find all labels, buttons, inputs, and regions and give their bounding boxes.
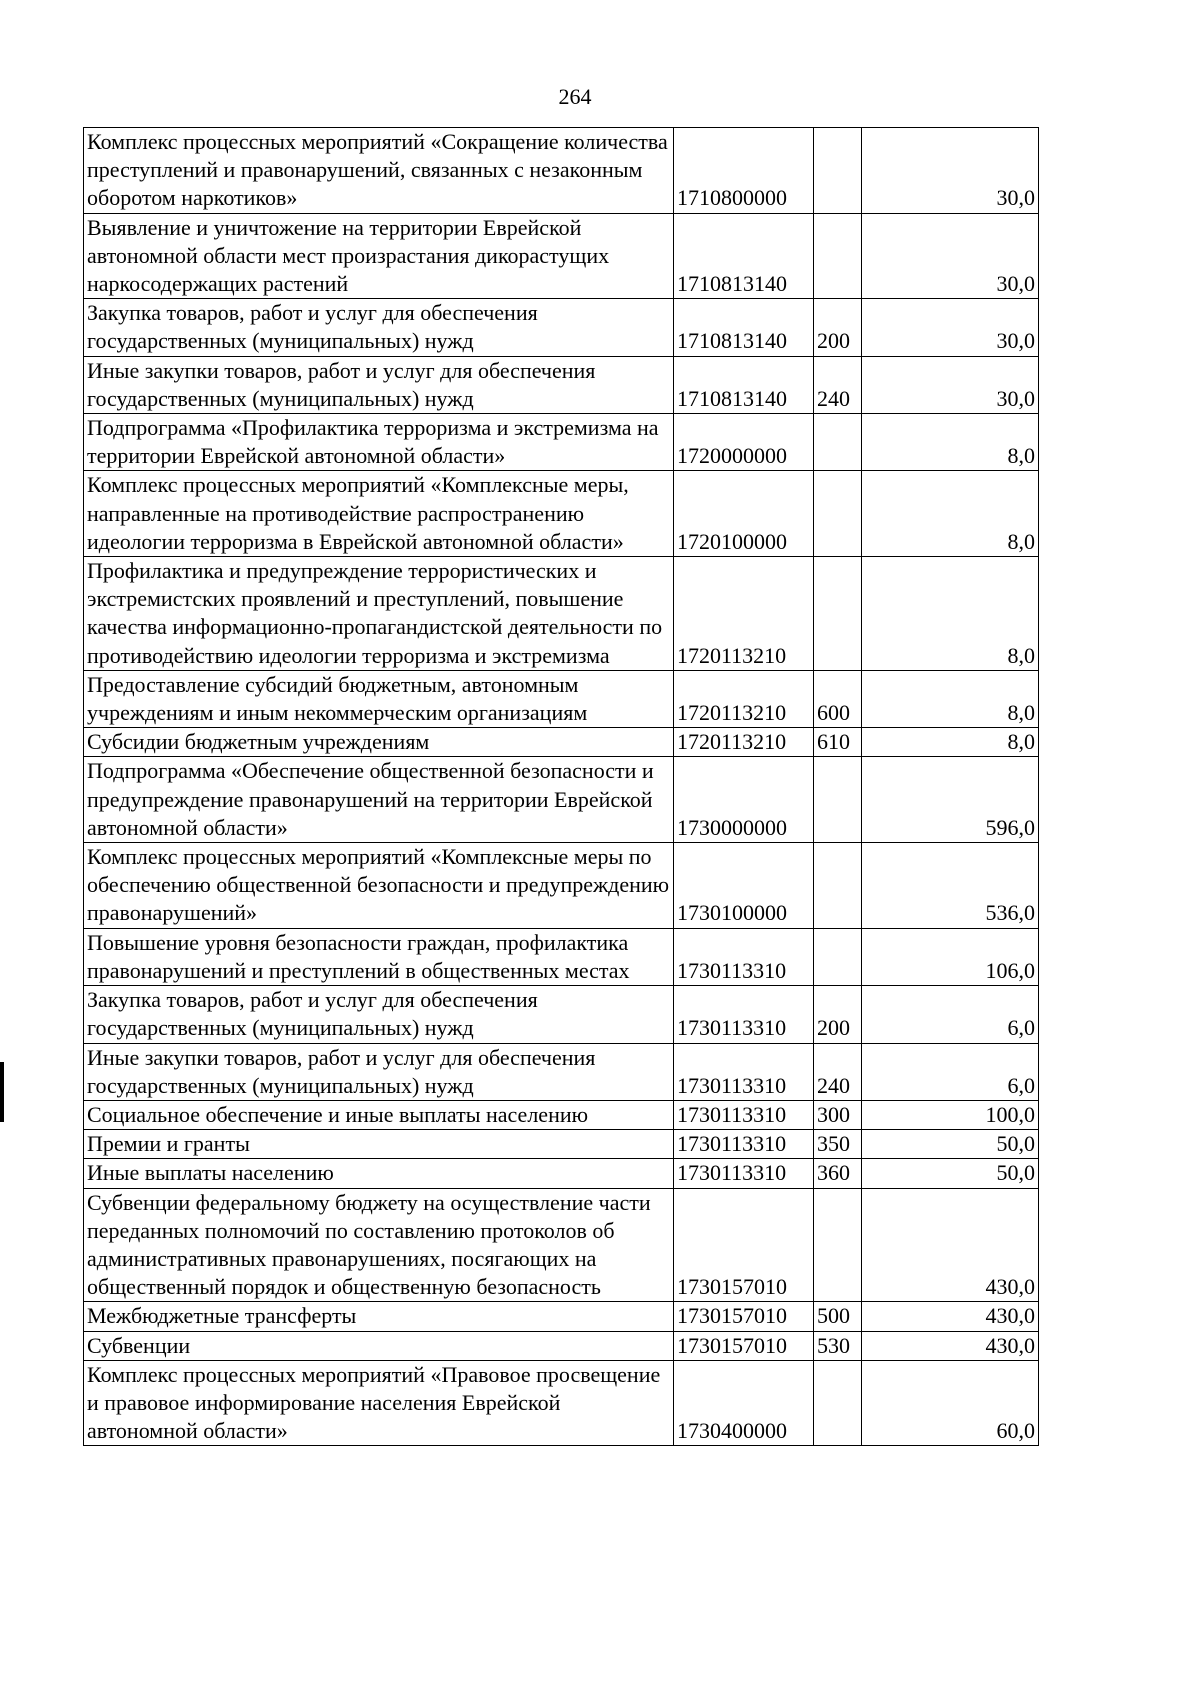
row-sum-cell: 30,0 bbox=[862, 213, 1039, 299]
table-row bbox=[84, 670, 1039, 727]
row-name-cell: Межбюджетные трансферты bbox=[84, 1302, 674, 1331]
row-name-cell: Закупка товаров, работ и услуг для обеспечения государственных (муниципальных) нужд bbox=[84, 986, 674, 1043]
row-type-cell: 350 bbox=[814, 1130, 862, 1159]
row-sum-cell: 106,0 bbox=[862, 928, 1039, 985]
table-row bbox=[84, 928, 1039, 985]
row-type-cell: 300 bbox=[814, 1100, 862, 1129]
row-type-cell bbox=[814, 843, 862, 929]
table-row bbox=[84, 1043, 1039, 1100]
row-type-cell bbox=[814, 928, 862, 985]
row-code-cell: 1710800000 bbox=[674, 128, 814, 214]
row-name-cell: Закупка товаров, работ и услуг для обеспечения государственных (муниципальных) нужд bbox=[84, 299, 674, 356]
table-row bbox=[84, 728, 1039, 757]
row-name-cell: Профилактика и предупреждение террористических и экстремистских проявлений и преступлений, повышение качества информационно-пропагандистской деятельности по противодействию идеологии терроризма и экстремизма bbox=[84, 557, 674, 671]
row-code-cell: 1730113310 bbox=[674, 928, 814, 985]
row-name-cell: Премии и гранты bbox=[84, 1130, 674, 1159]
table-row bbox=[84, 356, 1039, 413]
row-name-cell: Иные закупки товаров, работ и услуг для обеспечения государственных (муниципальных) нужд bbox=[84, 1043, 674, 1100]
row-sum-cell: 30,0 bbox=[862, 128, 1039, 214]
row-name-cell: Повышение уровня безопасности граждан, профилактика правонарушений и преступлений в общественных местах bbox=[84, 928, 674, 985]
row-code-cell: 1730157010 bbox=[674, 1331, 814, 1360]
row-sum-cell: 596,0 bbox=[862, 757, 1039, 843]
row-type-cell: 600 bbox=[814, 670, 862, 727]
table-row bbox=[84, 843, 1039, 929]
row-type-cell: 200 bbox=[814, 299, 862, 356]
budget-table bbox=[83, 127, 1039, 1446]
row-code-cell: 1720113210 bbox=[674, 670, 814, 727]
table-row bbox=[84, 1130, 1039, 1159]
row-code-cell: 1720113210 bbox=[674, 557, 814, 671]
table-row bbox=[84, 1331, 1039, 1360]
row-type-cell: 240 bbox=[814, 356, 862, 413]
row-code-cell: 1720100000 bbox=[674, 471, 814, 557]
row-code-cell: 1720113210 bbox=[674, 728, 814, 757]
row-code-cell: 1730113310 bbox=[674, 1043, 814, 1100]
row-name-cell: Выявление и уничтожение на территории Еврейской автономной области мест произрастания дикорастущих наркосодержащих растений bbox=[84, 213, 674, 299]
row-sum-cell: 8,0 bbox=[862, 670, 1039, 727]
row-type-cell: 240 bbox=[814, 1043, 862, 1100]
row-code-cell: 1730113310 bbox=[674, 986, 814, 1043]
row-code-cell: 1730113310 bbox=[674, 1159, 814, 1188]
row-sum-cell: 430,0 bbox=[862, 1302, 1039, 1331]
row-type-cell bbox=[814, 471, 862, 557]
row-sum-cell: 6,0 bbox=[862, 986, 1039, 1043]
table-row bbox=[84, 299, 1039, 356]
row-code-cell: 1710813140 bbox=[674, 213, 814, 299]
row-code-cell: 1730400000 bbox=[674, 1360, 814, 1446]
row-type-cell: 610 bbox=[814, 728, 862, 757]
table-row bbox=[84, 213, 1039, 299]
table-row bbox=[84, 471, 1039, 557]
row-name-cell: Комплекс процессных мероприятий «Сокращение количества преступлений и правонарушений, связанных с незаконным оборотом наркотиков» bbox=[84, 128, 674, 214]
row-code-cell: 1730100000 bbox=[674, 843, 814, 929]
row-sum-cell: 430,0 bbox=[862, 1331, 1039, 1360]
row-type-cell: 200 bbox=[814, 986, 862, 1043]
row-code-cell: 1710813140 bbox=[674, 299, 814, 356]
row-type-cell bbox=[814, 414, 862, 471]
row-type-cell: 530 bbox=[814, 1331, 862, 1360]
row-sum-cell: 8,0 bbox=[862, 728, 1039, 757]
row-sum-cell: 8,0 bbox=[862, 471, 1039, 557]
row-code-cell: 1710813140 bbox=[674, 356, 814, 413]
row-name-cell: Субвенции федеральному бюджету на осуществление части переданных полномочий по составлению протоколов об административных правонарушениях, посягающих на общественный порядок и общественную безопасность bbox=[84, 1188, 674, 1302]
table-row bbox=[84, 1100, 1039, 1129]
row-name-cell: Комплекс процессных мероприятий «Комплексные меры по обеспечению общественной безопасности и предупреждению правонарушений» bbox=[84, 843, 674, 929]
row-type-cell bbox=[814, 128, 862, 214]
row-name-cell: Иные выплаты населению bbox=[84, 1159, 674, 1188]
row-sum-cell: 50,0 bbox=[862, 1130, 1039, 1159]
row-sum-cell: 100,0 bbox=[862, 1100, 1039, 1129]
row-name-cell: Комплекс процессных мероприятий «Правовое просвещение и правовое информирование населения Еврейской автономной области» bbox=[84, 1360, 674, 1446]
row-type-cell bbox=[814, 1188, 862, 1302]
row-sum-cell: 30,0 bbox=[862, 356, 1039, 413]
row-sum-cell: 6,0 bbox=[862, 1043, 1039, 1100]
table-row bbox=[84, 1159, 1039, 1188]
table-row bbox=[84, 1360, 1039, 1446]
scan-mark bbox=[0, 1062, 4, 1122]
row-name-cell: Подпрограмма «Профилактика терроризма и экстремизма на территории Еврейской автономной области» bbox=[84, 414, 674, 471]
table-row bbox=[84, 1302, 1039, 1331]
row-code-cell: 1730113310 bbox=[674, 1100, 814, 1129]
row-code-cell: 1730000000 bbox=[674, 757, 814, 843]
row-name-cell: Комплекс процессных мероприятий «Комплексные меры, направленные на противодействие распространению идеологии терроризма в Еврейской автономной области» bbox=[84, 471, 674, 557]
row-type-cell bbox=[814, 1360, 862, 1446]
page-number: 264 bbox=[558, 84, 592, 109]
row-name-cell: Социальное обеспечение и иные выплаты населению bbox=[84, 1100, 674, 1129]
row-name-cell: Подпрограмма «Обеспечение общественной безопасности и предупреждение правонарушений на территории Еврейской автономной области» bbox=[84, 757, 674, 843]
row-type-cell bbox=[814, 757, 862, 843]
row-code-cell: 1730157010 bbox=[674, 1188, 814, 1302]
row-name-cell: Субвенции bbox=[84, 1331, 674, 1360]
row-sum-cell: 30,0 bbox=[862, 299, 1039, 356]
table-row bbox=[84, 986, 1039, 1043]
row-sum-cell: 50,0 bbox=[862, 1159, 1039, 1188]
row-code-cell: 1730157010 bbox=[674, 1302, 814, 1331]
table-row bbox=[84, 757, 1039, 843]
table-row bbox=[84, 128, 1039, 214]
row-sum-cell: 430,0 bbox=[862, 1188, 1039, 1302]
table-row bbox=[84, 1188, 1039, 1302]
row-type-cell bbox=[814, 557, 862, 671]
row-code-cell: 1730113310 bbox=[674, 1130, 814, 1159]
row-type-cell: 500 bbox=[814, 1302, 862, 1331]
row-code-cell: 1720000000 bbox=[674, 414, 814, 471]
table-row bbox=[84, 414, 1039, 471]
row-sum-cell: 8,0 bbox=[862, 557, 1039, 671]
row-name-cell: Иные закупки товаров, работ и услуг для обеспечения государственных (муниципальных) нужд bbox=[84, 356, 674, 413]
table-row bbox=[84, 557, 1039, 671]
row-sum-cell: 8,0 bbox=[862, 414, 1039, 471]
budget-table-body bbox=[84, 128, 1039, 1446]
row-type-cell bbox=[814, 213, 862, 299]
row-sum-cell: 536,0 bbox=[862, 843, 1039, 929]
row-sum-cell: 60,0 bbox=[862, 1360, 1039, 1446]
row-name-cell: Предоставление субсидий бюджетным, автономным учреждениям и иным некоммерческим организациям bbox=[84, 670, 674, 727]
row-type-cell: 360 bbox=[814, 1159, 862, 1188]
row-name-cell: Субсидии бюджетным учреждениям bbox=[84, 728, 674, 757]
